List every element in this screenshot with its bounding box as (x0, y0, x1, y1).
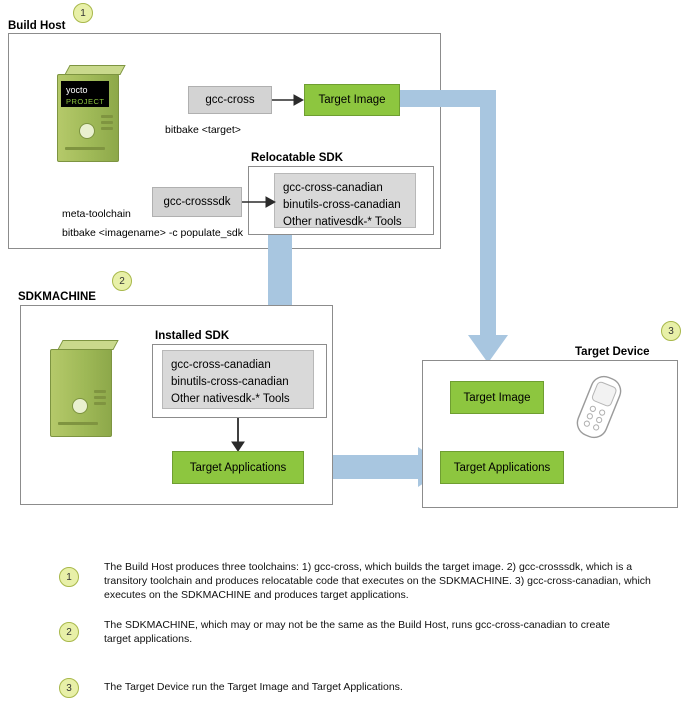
arrow-gcccrosssdk-to-sdk (242, 194, 276, 210)
badge-2-sdkmachine: 2 (112, 271, 132, 291)
arrow-gcccross-to-targetimage (272, 92, 304, 108)
build-host-server-icon (57, 65, 129, 162)
sdkmachine-target-applications-box: Target Applications (172, 451, 304, 484)
note-text-3: The Target Device run the Target Image and Target Applications. (104, 681, 403, 693)
note-badge-2: 2 (59, 622, 79, 642)
relocatable-sdk-list (274, 173, 416, 228)
target-device-target-image-box: Target Image (450, 381, 544, 414)
relocatable-sdk-item-1: binutils-cross-canadian (283, 199, 401, 211)
yocto-logo-line2: PROJECT (66, 97, 105, 106)
yocto-logo-line1: yocto (66, 85, 88, 95)
relocatable-sdk-item-0: gcc-cross-canadian (283, 182, 383, 194)
sdkmachine-label: SDKMACHINE (18, 291, 96, 303)
installed-sdk-label: Installed SDK (155, 330, 230, 342)
meta-toolchain-text: meta-toolchain (62, 208, 131, 220)
sdkmachine-server-icon (50, 340, 122, 437)
installed-sdk-item-2: Other nativesdk-* Tools (171, 393, 290, 405)
note-text-1: The Build Host produces three toolchains: 1) gcc-cross, which builds the target image. 2) gcc-crosssdk, which is a transitory toolchain and produces relocatable code that executes on the SDKMACHINE. 3) gcc-cross-canadian, which executes on the SDKMACHINE and produces target applications. (104, 561, 651, 601)
build-host-label: Build Host (8, 20, 66, 32)
arrow-target-image-to-device (396, 80, 546, 380)
bitbake-target-text: bitbake <target> (165, 124, 241, 136)
installed-sdk-list (162, 350, 314, 409)
relocatable-sdk-item-2: Other nativesdk-* Tools (283, 216, 402, 228)
handheld-device-icon (568, 372, 630, 442)
gcc-crosssdk-box: gcc-crosssdk (152, 187, 242, 217)
note-text-2: The SDKMACHINE, which may or may not be the same as the Build Host, runs gcc-cross-canadian to create target applications. (104, 619, 610, 645)
note-badge-1: 1 (59, 567, 79, 587)
build-host-target-image-box: Target Image (304, 84, 400, 116)
bitbake-populate-sdk-text: bitbake <imagename> -c populate_sdk (62, 227, 243, 239)
gcc-cross-box: gcc-cross (188, 86, 272, 114)
badge-1-build-host: 1 (73, 3, 93, 23)
target-device-label: Target Device (575, 346, 650, 358)
target-device-target-applications-box: Target Applications (440, 451, 564, 484)
installed-sdk-item-1: binutils-cross-canadian (171, 376, 289, 388)
arrow-installedsdk-to-targetapps (229, 418, 247, 452)
installed-sdk-item-0: gcc-cross-canadian (171, 359, 271, 371)
relocatable-sdk-label: Relocatable SDK (251, 152, 344, 164)
badge-3-target-device: 3 (661, 321, 681, 341)
note-badge-3: 3 (59, 678, 79, 698)
